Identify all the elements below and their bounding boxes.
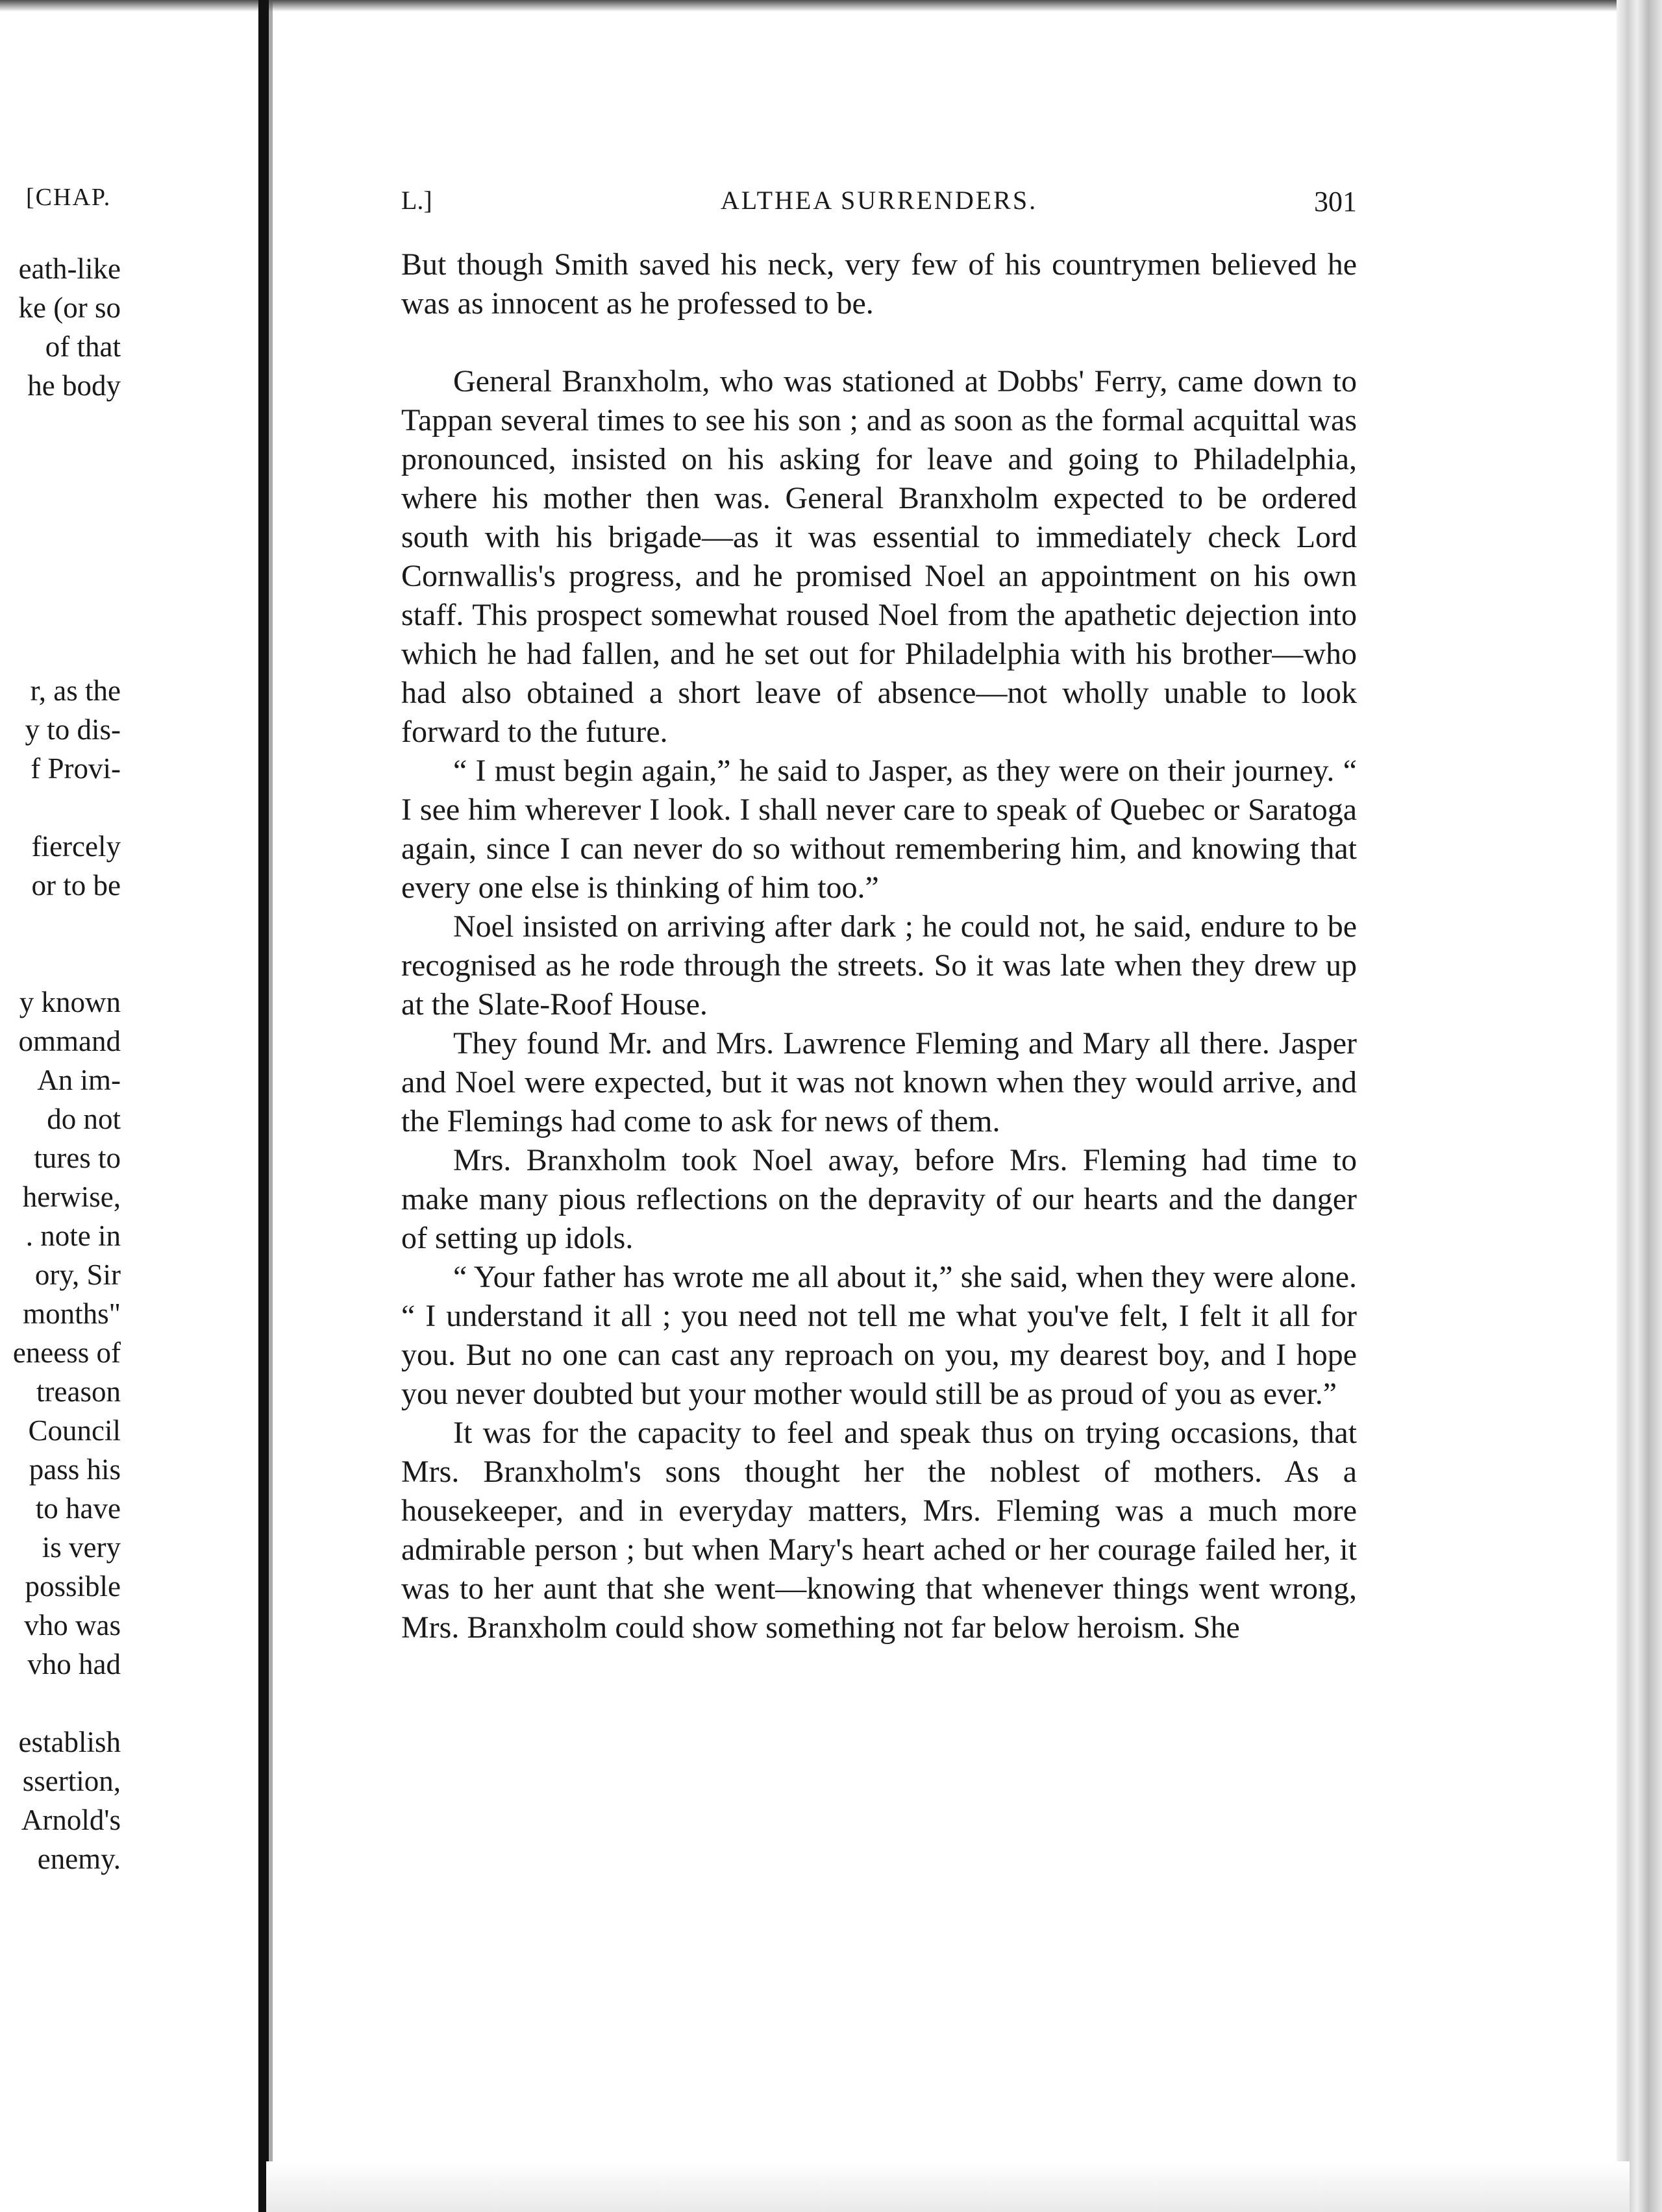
left-fragment: possible [25,1570,121,1603]
left-fragment: An im- [37,1064,121,1096]
page-body [401,245,1357,1647]
paragraph: “ I must begin again,” he said to Jasper, as they were on their journey. “ I see him wherever I look. I shall never care to speak of Quebec or Saratoga again, since I can never do so without remembering him, and knowing that every one else is thinking of him too.” [401,754,1357,905]
paragraph: It was for the capacity to feel and speak thus on trying occasions, that Mrs. Branxholm's sons thought her the noblest of mothers. As a housekeeper, and in everyday matters, Mrs. Fleming was a much more admirable person ; but when Mary's heart ached or her courage failed her, it was to her aunt that she went—knowing that whenever things went wrong, Mrs. Branxholm could show something not far below heroism. She [401,1416,1357,1645]
left-fragment: of that [45,330,121,363]
left-fragment: do not [47,1103,121,1135]
left-fragment: eath-like [18,252,121,285]
left-fragment: y known [19,986,121,1018]
left-fragment: fiercely [31,830,121,863]
left-fragment: vho had [27,1648,121,1680]
left-fragment: herwise, [22,1181,121,1213]
running-title: ALTHEA SURRENDERS. [720,186,1038,215]
gutter-shadow [269,0,273,2212]
chapter-marker: L.] [401,186,432,215]
paragraph: “ Your father has wrote me all about it,” she said, when they were alone. “ I understand it all ; you need not tell me what you've felt, I felt it all for you. But no one can cast any reproach on you, my dearest boy, and I hope you never doubted but your mother would still be as proud of you as ever.” [401,1260,1357,1411]
left-fragment: or to be [31,869,121,902]
left-fragment: y to dis- [25,713,121,746]
left-fragment: pass his [29,1453,121,1486]
paragraph: They found Mr. and Mrs. Lawrence Fleming and Mary all there. Jasper and Noel were expected, but it was not known when they would arrive, and the Flemings had come to ask for news of them. [401,1026,1357,1138]
left-fragment: vho was [24,1609,121,1641]
left-fragment: tures to [34,1142,121,1174]
left-fragment: establish [18,1726,121,1758]
left-fragment: Council [28,1414,121,1447]
left-fragment: treason [36,1375,121,1408]
page-fore-edge [1617,0,1662,2212]
left-fragment: to have [35,1492,121,1525]
left-fragment: months" [23,1297,121,1330]
left-fragment: he body [27,369,121,402]
left-page-header: [CHAP. [26,184,112,211]
paragraph: But though Smith saved his neck, very few of his countrymen believed he was as innocent as he professed to be. [401,247,1357,321]
left-fragment: is very [42,1531,121,1564]
left-fragment: ke (or so [18,291,121,324]
left-fragment: ssertion, [22,1765,121,1797]
left-fragment: enemy. [37,1843,121,1875]
book-gutter [258,0,269,2212]
left-fragment: eneess of [12,1336,121,1369]
paragraph: General Branxholm, who was stationed at Dobbs' Ferry, came down to Tappan several times to see his son ; and as soon as the formal acquittal was pronounced, insisted on his asking for leave and going to Philadelphia, where his mother then was. General Branxholm expected to be ordered south with his brigade—as it was essential to immediately check Lord Cornwallis's progress, and he promised Noel an appointment on his own staff. This prospect somewhat roused Noel from the apathetic dejection into which he had fallen, and he set out for Philadelphia with his brother—who had also obtained a short leave of absence—not wholly unable to look forward to the future. [401,364,1357,749]
paragraph: Noel insisted on arriving after dark ; he could not, he said, endure to be recognised as he rode through the streets. So it was late when they drew up at the Slate-Roof House. [401,909,1357,1022]
page-number: 301 [1314,186,1357,217]
left-fragment: ory, Sir [34,1259,121,1291]
left-fragment: f Provi- [31,752,121,785]
left-fragment: Arnold's [21,1804,121,1836]
paragraph: Mrs. Branxholm took Noel away, before Mrs. Fleming had time to make many pious reflections on the depravity of our hearts and the danger of setting up idols. [401,1143,1357,1255]
running-header [401,185,1357,224]
left-fragment: ommand [18,1025,121,1057]
left-page [0,0,258,2212]
left-fragment: r, as the [30,674,121,707]
left-fragment: . note in [25,1220,121,1252]
page-bottom-edge [266,2161,1630,2212]
